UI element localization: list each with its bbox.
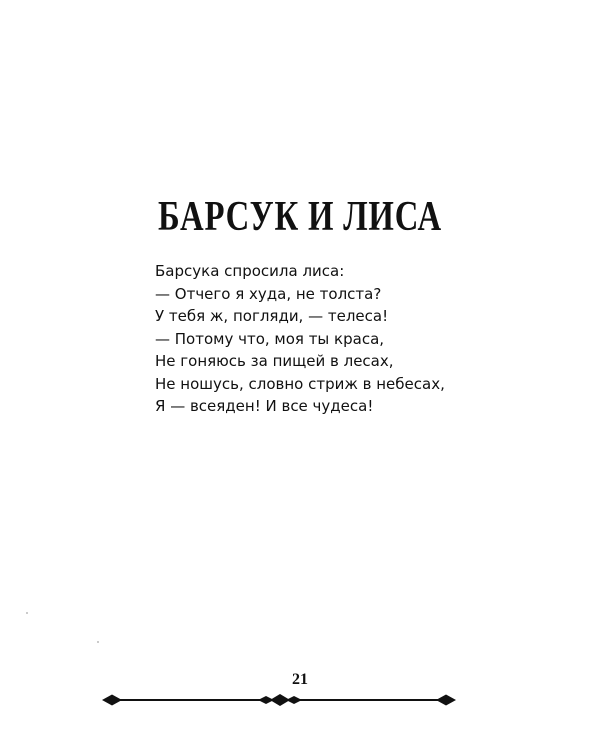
poem-line: Барсука спросила лиса: — [155, 262, 345, 280]
diamond-line-ornament-icon — [100, 690, 460, 710]
poem-line: Не ношусь, словно стриж в небесах, — [155, 374, 445, 393]
poem-line: — Отчего я худа, не толста? — [155, 284, 382, 303]
page-footer — [0, 668, 600, 728]
scan-speck — [26, 612, 28, 614]
page-title: БАРСУК И ЛИСА — [158, 194, 442, 240]
poem-text — [155, 260, 445, 418]
poem-line: — Потому что, моя ты краса, — [155, 329, 385, 348]
poem-line: Не гоняюсь за пищей в лесах, — [155, 352, 394, 370]
poem-line: Я — всеяден! И все чудеса! — [155, 397, 374, 415]
page-number: 21 — [292, 671, 308, 688]
poem-line: У тебя ж, погляди, — телеса! — [155, 307, 389, 325]
scan-speck — [97, 641, 99, 643]
